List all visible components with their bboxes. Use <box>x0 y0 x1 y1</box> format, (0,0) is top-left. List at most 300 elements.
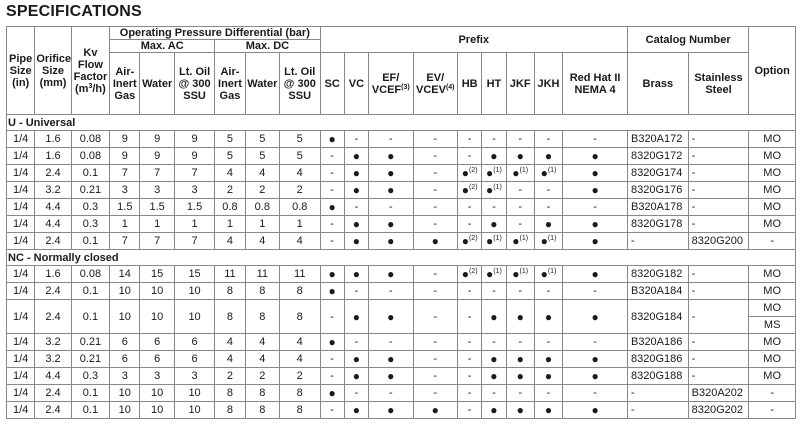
table-row <box>7 385 796 402</box>
table-cell: ● <box>534 148 562 165</box>
table-cell: 1.6 <box>35 148 71 165</box>
table-cell: ● <box>320 131 344 148</box>
table-cell: 1/4 <box>7 385 35 402</box>
table-cell: - <box>369 334 413 351</box>
table-cell: 4 <box>279 165 320 182</box>
table-cell: 6 <box>140 351 174 368</box>
table-cell: - <box>320 148 344 165</box>
table-cell: - <box>506 199 534 216</box>
table-cell: 1/4 <box>7 283 35 300</box>
catalog-number-header: Catalog Number <box>627 27 748 53</box>
table-cell: 8320G172 <box>627 148 688 165</box>
table-cell: 6 <box>110 351 140 368</box>
table-cell: 0.08 <box>71 148 109 165</box>
table-cell: ●$^{(2)}$ <box>458 233 482 250</box>
table-cell: - <box>563 199 628 216</box>
table-cell: - <box>413 165 457 182</box>
table-cell: 0.8 <box>245 199 279 216</box>
table-cell: 15 <box>174 266 214 283</box>
table-cell: 1 <box>279 216 320 233</box>
table-cell: MO <box>749 334 796 351</box>
table-cell: 1/4 <box>7 266 35 283</box>
table-cell: 5 <box>215 148 245 165</box>
prefix-ef-header: EF/ VCEF$^{(3)}$ <box>369 53 413 115</box>
table-cell: 1.6 <box>35 266 71 283</box>
table-cell: 1 <box>174 216 214 233</box>
table-cell: - <box>506 216 534 233</box>
table-cell: - <box>627 385 688 402</box>
table-row <box>7 351 796 368</box>
table-cell: ●$^{(2)}$ <box>458 182 482 199</box>
table-cell: 5 <box>279 148 320 165</box>
table-cell: 1/4 <box>7 233 35 250</box>
table-cell: 0.3 <box>71 216 109 233</box>
table-row <box>7 216 796 233</box>
table-cell: - <box>369 283 413 300</box>
orifice-size-header: Orifice Size (mm) <box>35 27 71 115</box>
table-cell: ● <box>320 385 344 402</box>
table-cell: - <box>749 385 796 402</box>
table-cell: - <box>534 283 562 300</box>
table-cell: 6 <box>174 334 214 351</box>
table-row <box>7 266 796 283</box>
pipe-size-header: Pipe Size (in) <box>7 27 35 115</box>
table-cell: 3 <box>140 368 174 385</box>
table-cell: 8320G188 <box>627 368 688 385</box>
table-cell: - <box>344 199 368 216</box>
table-cell: MO <box>749 368 796 385</box>
table-cell: 1.5 <box>140 199 174 216</box>
table-cell: ● <box>344 300 368 334</box>
table-cell: 7 <box>140 233 174 250</box>
table-cell: 4 <box>279 351 320 368</box>
table-cell: ● <box>413 402 457 419</box>
table-row <box>7 283 796 300</box>
table-cell: - <box>320 233 344 250</box>
table-cell: 3 <box>110 182 140 199</box>
table-cell: - <box>482 199 506 216</box>
table-row <box>7 334 796 351</box>
table-cell: 11 <box>215 266 245 283</box>
table-cell: - <box>688 283 749 300</box>
table-cell: 0.3 <box>71 368 109 385</box>
table-cell: 2 <box>279 182 320 199</box>
table-cell: ● <box>534 351 562 368</box>
table-cell: - <box>688 199 749 216</box>
table-cell: 7 <box>174 233 214 250</box>
table-cell: - <box>458 131 482 148</box>
table-cell: ● <box>320 199 344 216</box>
table-cell: 3.2 <box>35 351 71 368</box>
table-cell: 4 <box>215 233 245 250</box>
table-cell: 8320G184 <box>627 300 688 334</box>
section-label: NC - Normally closed <box>7 250 796 266</box>
table-cell: ● <box>320 266 344 283</box>
dc-oil-header: Lt. Oil @ 300 SSU <box>279 53 320 115</box>
table-cell: 1.5 <box>110 199 140 216</box>
table-cell: - <box>413 182 457 199</box>
table-cell: ●$^{(1)}$ <box>482 182 506 199</box>
ac-air-header: Air-Inert Gas <box>110 53 140 115</box>
table-cell: ● <box>482 402 506 419</box>
table-cell: - <box>320 165 344 182</box>
table-cell: 3.2 <box>35 334 71 351</box>
table-cell: - <box>458 402 482 419</box>
table-cell: - <box>506 283 534 300</box>
table-cell: - <box>369 131 413 148</box>
table-cell: 0.1 <box>71 300 109 334</box>
table-cell: ● <box>563 402 628 419</box>
table-cell: 0.1 <box>71 165 109 182</box>
ac-oil-header: Lt. Oil @ 300 SSU <box>174 53 214 115</box>
table-cell: 0.08 <box>71 131 109 148</box>
table-cell: ● <box>369 300 413 334</box>
table-cell: ●$^{(1)}$ <box>506 233 534 250</box>
table-cell: ● <box>482 148 506 165</box>
table-cell: MO <box>749 351 796 368</box>
table-cell: 1/4 <box>7 351 35 368</box>
table-cell: ●$^{(1)}$ <box>506 266 534 283</box>
table-cell: 3 <box>110 368 140 385</box>
table-cell: 10 <box>110 385 140 402</box>
ac-water-header: Water <box>140 53 174 115</box>
table-cell: - <box>749 402 796 419</box>
table-cell: ● <box>563 148 628 165</box>
operating-pressure-header: Operating Pressure Differential (bar) <box>110 27 320 40</box>
table-cell: 8 <box>245 283 279 300</box>
table-cell: MO <box>749 148 796 165</box>
table-cell: 1.6 <box>35 131 71 148</box>
table-cell: - <box>458 199 482 216</box>
table-cell: B320A178 <box>627 199 688 216</box>
table-cell: 0.1 <box>71 385 109 402</box>
kv-header: Kv Flow Factor $(m^3/h)$ <box>71 27 109 115</box>
table-cell: ● <box>506 368 534 385</box>
table-cell: 2 <box>215 368 245 385</box>
table-cell: - <box>506 385 534 402</box>
table-cell: 8 <box>245 402 279 419</box>
table-cell: - <box>320 300 344 334</box>
table-cell: - <box>563 334 628 351</box>
table-cell: 10 <box>174 300 214 334</box>
table-cell: ●$^{(1)}$ <box>482 165 506 182</box>
table-cell: - <box>458 300 482 334</box>
table-cell: - <box>413 385 457 402</box>
table-cell: - <box>534 334 562 351</box>
table-cell: 1/4 <box>7 300 35 334</box>
table-cell: - <box>413 216 457 233</box>
stainless-header: Stainless Steel <box>688 53 749 115</box>
table-cell: 8320G182 <box>627 266 688 283</box>
table-cell: 7 <box>110 165 140 182</box>
table-cell: 8 <box>279 402 320 419</box>
table-cell: 1/4 <box>7 182 35 199</box>
table-cell: 5 <box>279 131 320 148</box>
table-cell: 10 <box>110 402 140 419</box>
table-cell: ●$^{(2)}$ <box>458 266 482 283</box>
table-cell: 4.4 <box>35 368 71 385</box>
table-cell: - <box>688 300 749 334</box>
section-row <box>7 115 796 131</box>
table-cell: MO MS <box>749 300 796 334</box>
table-cell: 10 <box>174 283 214 300</box>
table-cell: 8320G200 <box>688 233 749 250</box>
table-cell: ●$^{(2)}$ <box>458 165 482 182</box>
table-cell: 3 <box>140 182 174 199</box>
table-cell: 1 <box>140 216 174 233</box>
table-row <box>7 368 796 385</box>
table-cell: ● <box>344 266 368 283</box>
table-cell: - <box>320 351 344 368</box>
specifications-table <box>6 26 796 419</box>
table-cell: ● <box>506 402 534 419</box>
table-cell: 2 <box>245 182 279 199</box>
table-cell: 1/4 <box>7 148 35 165</box>
table-row <box>7 199 796 216</box>
table-cell: ● <box>369 148 413 165</box>
prefix-vc-header: VC <box>344 53 368 115</box>
table-cell: 0.3 <box>71 199 109 216</box>
table-cell: - <box>627 233 688 250</box>
table-cell: MO <box>749 283 796 300</box>
prefix-jkh-header: JKH <box>534 53 562 115</box>
table-cell: 2.4 <box>35 283 71 300</box>
table-cell: ● <box>344 182 368 199</box>
table-cell: B320A184 <box>627 283 688 300</box>
table-cell: - <box>482 385 506 402</box>
table-cell: - <box>627 402 688 419</box>
table-cell: ● <box>534 402 562 419</box>
max-ac-header: Max. AC <box>110 40 215 53</box>
table-cell: - <box>344 283 368 300</box>
table-cell: 9 <box>174 148 214 165</box>
table-cell: ● <box>344 216 368 233</box>
table-cell: - <box>688 334 749 351</box>
table-cell: 2.4 <box>35 233 71 250</box>
table-cell: - <box>563 385 628 402</box>
brass-header: Brass <box>627 53 688 115</box>
table-cell: ● <box>534 216 562 233</box>
table-cell: ● <box>344 233 368 250</box>
table-cell: 0.8 <box>279 199 320 216</box>
table-cell: - <box>534 385 562 402</box>
table-cell: 9 <box>174 131 214 148</box>
table-cell: - <box>413 300 457 334</box>
table-cell: 2 <box>215 182 245 199</box>
table-cell: - <box>688 266 749 283</box>
table-cell: - <box>344 131 368 148</box>
table-cell: ● <box>506 351 534 368</box>
table-cell: 0.1 <box>71 402 109 419</box>
table-cell: 8 <box>279 283 320 300</box>
dc-air-header: Air-Inert Gas <box>215 53 245 115</box>
table-cell: 2.4 <box>35 165 71 182</box>
table-cell: ● <box>563 300 628 334</box>
table-cell: ● <box>482 216 506 233</box>
table-cell: - <box>344 334 368 351</box>
table-cell: - <box>688 165 749 182</box>
table-cell: 0.1 <box>71 283 109 300</box>
table-cell: 11 <box>245 266 279 283</box>
table-cell: ●$^{(1)}$ <box>534 233 562 250</box>
table-cell: 6 <box>174 351 214 368</box>
table-cell: - <box>344 385 368 402</box>
table-cell: ● <box>320 283 344 300</box>
table-cell: - <box>482 131 506 148</box>
table-cell: 1/4 <box>7 334 35 351</box>
table-cell: - <box>413 368 457 385</box>
table-cell: 8 <box>245 385 279 402</box>
table-cell: 10 <box>140 300 174 334</box>
table-cell: 2 <box>279 368 320 385</box>
table-cell: MO <box>749 182 796 199</box>
prefix-hb-header: HB <box>458 53 482 115</box>
table-cell: ● <box>413 233 457 250</box>
table-cell: ●$^{(1)}$ <box>534 266 562 283</box>
table-cell: - <box>482 334 506 351</box>
table-cell: 2.4 <box>35 402 71 419</box>
table-cell: ● <box>344 402 368 419</box>
table-row <box>7 148 796 165</box>
table-cell: ● <box>563 216 628 233</box>
prefix-ev-header: EV/ VCEV$^{(4)}$ <box>413 53 457 115</box>
table-cell: ●$^{(1)}$ <box>482 266 506 283</box>
table-cell: 6 <box>140 334 174 351</box>
table-cell: 0.1 <box>71 233 109 250</box>
table-cell: 8320G202 <box>688 402 749 419</box>
table-cell: - <box>506 182 534 199</box>
table-cell: 1/4 <box>7 165 35 182</box>
table-cell: - <box>458 148 482 165</box>
option-header: Option <box>749 27 796 115</box>
table-cell: - <box>688 216 749 233</box>
table-cell: 8 <box>279 300 320 334</box>
table-cell: 1 <box>110 216 140 233</box>
table-cell: ● <box>563 182 628 199</box>
table-cell: 1 <box>215 216 245 233</box>
table-cell: - <box>369 199 413 216</box>
table-cell: - <box>413 334 457 351</box>
table-cell: - <box>534 199 562 216</box>
table-cell: 8320G176 <box>627 182 688 199</box>
table-cell: ● <box>344 351 368 368</box>
table-cell: ● <box>320 334 344 351</box>
table-cell: 4 <box>279 233 320 250</box>
table-cell: - <box>688 148 749 165</box>
table-cell: 4 <box>245 351 279 368</box>
table-cell: 5 <box>245 131 279 148</box>
prefix-header: Prefix <box>320 27 627 53</box>
table-cell: - <box>506 334 534 351</box>
table-cell: ●$^{(1)}$ <box>534 165 562 182</box>
table-cell: 4 <box>245 334 279 351</box>
table-cell: 1/4 <box>7 402 35 419</box>
table-cell: - <box>320 402 344 419</box>
table-cell: ● <box>534 368 562 385</box>
table-cell: 5 <box>245 148 279 165</box>
table-cell: - <box>688 182 749 199</box>
table-row <box>7 402 796 419</box>
table-cell: 10 <box>140 402 174 419</box>
table-cell: 9 <box>140 148 174 165</box>
table-cell: - <box>563 283 628 300</box>
table-cell: 1/4 <box>7 216 35 233</box>
table-cell: 8320G174 <box>627 165 688 182</box>
table-cell: MO <box>749 216 796 233</box>
table-cell: B320A172 <box>627 131 688 148</box>
page-title: SPECIFICATIONS <box>6 3 142 20</box>
table-cell: ●$^{(1)}$ <box>482 233 506 250</box>
table-cell: 2 <box>245 368 279 385</box>
table-cell: ● <box>563 266 628 283</box>
table-cell: - <box>534 131 562 148</box>
table-cell: 7 <box>110 233 140 250</box>
table-cell: - <box>534 182 562 199</box>
prefix-jkf-header: JKF <box>506 53 534 115</box>
table-row <box>7 300 796 334</box>
table-cell: ● <box>563 233 628 250</box>
table-cell: - <box>369 385 413 402</box>
table-cell: ● <box>369 368 413 385</box>
prefix-ht-header: HT <box>482 53 506 115</box>
table-cell: - <box>320 368 344 385</box>
table-cell: 8 <box>245 300 279 334</box>
table-cell: ● <box>369 233 413 250</box>
table-row <box>7 182 796 199</box>
table-cell: 6 <box>110 334 140 351</box>
table-cell: ● <box>344 165 368 182</box>
table-cell: - <box>506 131 534 148</box>
table-cell: ● <box>369 165 413 182</box>
table-cell: ● <box>563 351 628 368</box>
table-cell: 10 <box>174 385 214 402</box>
table-cell: B320A186 <box>627 334 688 351</box>
table-cell: - <box>563 131 628 148</box>
table-cell: 8320G178 <box>627 216 688 233</box>
prefix-sc-header: SC <box>320 53 344 115</box>
table-cell: 0.21 <box>71 334 109 351</box>
table-cell: - <box>413 131 457 148</box>
table-cell: - <box>688 351 749 368</box>
table-cell: 8320G186 <box>627 351 688 368</box>
table-cell: 0.21 <box>71 182 109 199</box>
table-cell: ● <box>482 300 506 334</box>
table-cell: 8 <box>215 402 245 419</box>
table-cell: MO <box>749 266 796 283</box>
table-cell: 4 <box>215 334 245 351</box>
table-cell: - <box>320 216 344 233</box>
table-cell: - <box>688 368 749 385</box>
table-cell: 4.4 <box>35 199 71 216</box>
table-cell: MO <box>749 165 796 182</box>
table-cell: 9 <box>110 131 140 148</box>
table-cell: ● <box>482 351 506 368</box>
table-cell: ● <box>369 351 413 368</box>
table-cell: - <box>458 385 482 402</box>
table-cell: 8 <box>215 300 245 334</box>
table-cell: 3.2 <box>35 182 71 199</box>
table-cell: MO <box>749 199 796 216</box>
table-cell: 2.4 <box>35 300 71 334</box>
table-cell: 15 <box>140 266 174 283</box>
table-cell: 10 <box>140 385 174 402</box>
table-cell: - <box>413 351 457 368</box>
table-cell: ● <box>563 165 628 182</box>
table-cell: 1/4 <box>7 131 35 148</box>
table-cell: - <box>458 368 482 385</box>
table-cell: 8 <box>215 385 245 402</box>
table-cell: 14 <box>110 266 140 283</box>
